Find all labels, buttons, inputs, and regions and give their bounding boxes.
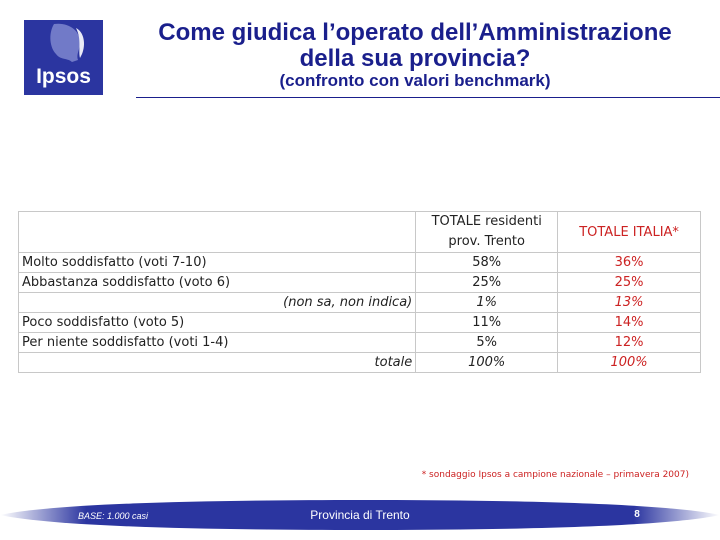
row-trento-value: 11% — [416, 313, 558, 333]
row-italia-value: 25% — [558, 273, 701, 293]
table-total-row — [19, 353, 701, 373]
table-row — [19, 293, 701, 313]
row-trento-value: 58% — [416, 253, 558, 273]
page-subtitle: (confronto con valori benchmark) — [279, 71, 551, 90]
footer-base-text: BASE: 1.000 casi — [78, 511, 149, 521]
results-table — [18, 211, 701, 373]
header-italia: TOTALE ITALIA* — [558, 212, 701, 253]
header-trento — [416, 212, 558, 253]
logo-text: Ipsos — [36, 65, 91, 88]
row-trento-value: 25% — [416, 273, 558, 293]
row-italia-value: 12% — [558, 333, 701, 353]
row-trento-value: 5% — [416, 333, 558, 353]
header-empty-cell — [19, 212, 416, 253]
row-label: totale — [19, 353, 416, 373]
row-italia-value: 36% — [558, 253, 701, 273]
title-divider — [136, 97, 720, 98]
row-label: (non sa, non indica) — [19, 293, 416, 313]
title-line-2: della sua provincia? — [299, 45, 531, 72]
page-title — [110, 20, 720, 72]
ipsos-logo — [24, 20, 103, 95]
page-number: 8 — [634, 509, 640, 520]
row-italia-value: 100% — [558, 353, 701, 373]
row-italia-value: 14% — [558, 313, 701, 333]
row-trento-value: 1% — [416, 293, 558, 313]
table-row — [19, 333, 701, 353]
table-header-row — [19, 212, 701, 253]
table-row — [19, 273, 701, 293]
table-row — [19, 313, 701, 333]
footnote: * sondaggio Ipsos a campione nazionale – primavera 2007) — [421, 470, 689, 480]
footer-center-text: Provincia di Trento — [310, 508, 410, 522]
row-italia-value: 13% — [558, 293, 701, 313]
header-trento-line-1: TOTALE residenti — [431, 214, 542, 229]
row-trento-value: 100% — [416, 353, 558, 373]
row-label: Per niente soddisfatto (voti 1-4) — [19, 333, 416, 353]
header-trento-line-2: prov. Trento — [448, 234, 525, 249]
row-label: Poco soddisfatto (voto 5) — [19, 313, 416, 333]
title-line-1: Come giudica l’operato dell’Amministrazione — [158, 19, 672, 46]
table-row — [19, 253, 701, 273]
row-label: Molto soddisfatto (voti 7-10) — [19, 253, 416, 273]
row-label: Abbastanza soddisfatto (voto 6) — [19, 273, 416, 293]
